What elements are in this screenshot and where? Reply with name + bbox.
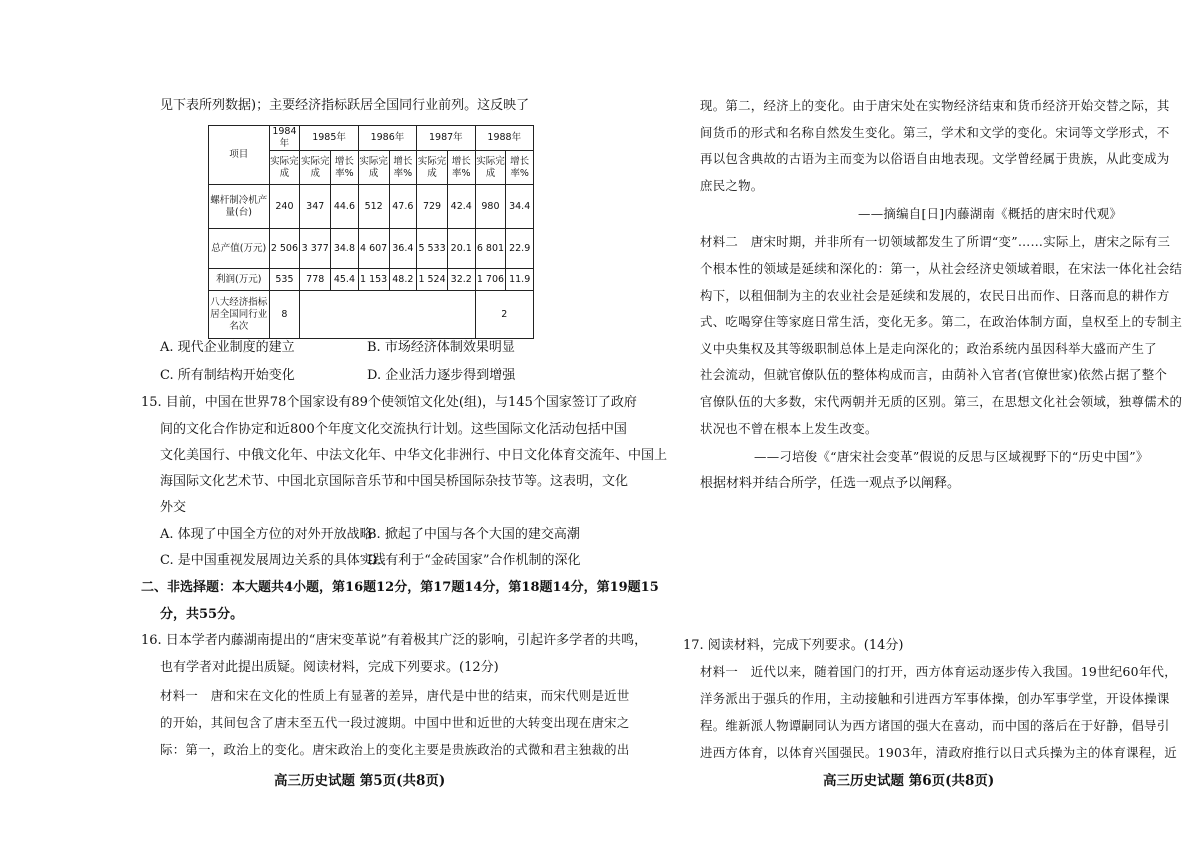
table-cell: 240: [269, 185, 300, 229]
table-row: [209, 185, 534, 229]
question-16: 16. 日本学者内藤湖南提出的“唐宋变革说”有着极其广泛的影响，引起许多学者的共鸣，: [141, 633, 648, 648]
material-text: 洋务派出于强兵的作用，主动接触和引进西方军事体操，创办军事学堂，开设体操课: [700, 691, 1170, 706]
table-cell: 2 506: [269, 229, 300, 269]
table-cell: 1 153: [358, 269, 389, 291]
option-d: D. 有利于“金砖国家”合作机制的深化: [367, 553, 581, 568]
option-c: C. 是中国重视发展周边关系的具体实践: [160, 553, 386, 568]
question-17: 17. 阅读材料，完成下列要求。(14分): [683, 638, 904, 653]
table-cell: 34.4: [506, 185, 534, 229]
material-text: 社会流动，但就官僚队伍的整体构成而言，由荫补入官者(官僚世家)依然占据了整个: [700, 367, 1168, 382]
sub-header: 实际完成: [358, 151, 389, 185]
table-cell: 5 533: [417, 229, 448, 269]
intro-line: 见下表所列数据)；主要经济指标跃居全国同行业前列。这反映了: [160, 98, 530, 113]
material-text: 际：第一，政治上的变化。唐宋政治上的变化主要是贵族政治的式微和君主独裁的出: [160, 742, 630, 757]
question-15: 15. 目前，中国在世界78个国家设有89个使领馆文化处(组)，与145个国家签订了政府: [141, 395, 637, 410]
sub-header: 实际完成: [300, 151, 331, 185]
question-16-ask: 根据材料并结合所学，任选一观点予以阐释。: [700, 476, 961, 491]
table-cell: 48.2: [389, 269, 417, 291]
citation: ——摘编自[日]内藤湖南《概括的唐宋时代观》: [858, 206, 1123, 221]
page-footer: 高三历史试题 第6页(共8页): [823, 773, 995, 789]
sub-header: 增长率%: [447, 151, 475, 185]
table-cell: 47.6: [389, 185, 417, 229]
enterprise-data-table: [208, 125, 534, 339]
material-text: 再以包含典故的古语为主而变为以俗语自由地表现。文学曾经属于贵族，从此变成为: [700, 151, 1170, 166]
table-cell: 2: [475, 291, 533, 339]
table-corner: 项目: [209, 126, 270, 185]
page-footer: 高三历史试题 第5页(共8页): [274, 773, 446, 789]
year-header: 1986年: [358, 126, 416, 151]
section-heading: 二、非选择题：本大题共4小题，第16题12分，第17题14分，第18题14分，第19题15: [141, 580, 659, 595]
year-header: 1987年: [417, 126, 475, 151]
row-label: 利润(万元): [209, 269, 270, 291]
table-cell: 20.1: [447, 229, 475, 269]
sub-header: 实际完成: [475, 151, 506, 185]
question-15: 间的文化合作协定和近800个年度文化交流执行计划。这些国际文化活动包括中国: [160, 422, 627, 437]
material-text: 义中央集权及其等级职制总体上是走向深化的；政治系统内虽因科举大盛而产生了: [700, 341, 1157, 356]
table-row: [209, 229, 534, 269]
section-heading: 分，共55分。: [160, 607, 244, 622]
sub-header: 增长率%: [389, 151, 417, 185]
material-text: 材料一 近代以来，随着国门的打开，西方体育运动逐步传入我国。19世纪60年代，: [700, 664, 1177, 679]
year-header: 1988年: [475, 126, 533, 151]
table-cell: 3 377: [300, 229, 331, 269]
row-label: 总产值(万元): [209, 229, 270, 269]
option-b: B. 市场经济体制效果明显: [367, 340, 515, 355]
citation: ——刁培俊《“唐宋社会变革”假说的反思与区域视野下的“历史中国”》: [754, 449, 1149, 464]
material-text: 官僚队伍的大多数，宋代两朝并无质的区别。第三，在思想文化社会领域，独尊儒术的: [700, 394, 1183, 409]
sub-header: 实际完成: [269, 151, 300, 185]
material-text: 材料一 唐和宋在文化的性质上有显著的差异，唐代是中世的结束，而宋代则是近世: [160, 688, 630, 703]
table-cell: 1 706: [475, 269, 506, 291]
material-text: 庶民之物。: [700, 178, 764, 193]
table-cell: 11.9: [506, 269, 534, 291]
material-text: 构下，以租佃制为主的农业社会是延续和发展的，农民日出而作、日落而息的耕作方: [700, 288, 1170, 303]
table-cell: 45.4: [331, 269, 359, 291]
table-cell: 32.2: [447, 269, 475, 291]
table-cell: 778: [300, 269, 331, 291]
table-cell-empty: [300, 291, 475, 339]
material-text: 的开始，其间包含了唐末至五代一段过渡期。中国中世和近世的大转变出现在唐宋之: [160, 715, 630, 730]
table-cell: 4 607: [358, 229, 389, 269]
table-row: [209, 269, 534, 291]
material-text: 状况也不曾在根本上发生改变。: [700, 421, 878, 436]
material-text: 程。维新派人物谭嗣同认为西方诸国的强大在喜动，而中国的落后在于好静，倡导引: [700, 718, 1170, 733]
table-cell: 1 524: [417, 269, 448, 291]
table-row: [209, 291, 534, 339]
material-text: 间货币的形式和名称自然发生变化。第三，学术和文学的变化。宋词等文学形式，不: [700, 125, 1170, 140]
table-cell: 729: [417, 185, 448, 229]
material-text: 进西方体育，以体育兴国强民。1903年，清政府推行以日式兵操为主的体育课程，近: [700, 745, 1177, 760]
option-b: B. 掀起了中国与各个大国的建交高潮: [367, 527, 580, 542]
material-text: 个根本性的领域是延续和深化的：第一，从社会经济史领域着眼，在宋法一体化社会结: [700, 261, 1183, 276]
year-header: 1985年: [300, 126, 358, 151]
table-cell: 22.9: [506, 229, 534, 269]
question-15: 外交: [160, 500, 187, 515]
table-cell: 535: [269, 269, 300, 291]
table-cell: 512: [358, 185, 389, 229]
table-cell: 44.6: [331, 185, 359, 229]
sub-header: 实际完成: [417, 151, 448, 185]
sub-header: 增长率%: [506, 151, 534, 185]
option-a: A. 现代企业制度的建立: [160, 340, 295, 355]
question-15: 海国际文化艺术节、中国北京国际音乐节和中国吴桥国际杂技节等。这表明，文化: [160, 474, 629, 489]
row-label: 八大经济指标居全国同行业名次: [209, 291, 270, 339]
table-cell: 8: [269, 291, 300, 339]
table-cell: 36.4: [389, 229, 417, 269]
material-text: 式、吃喝穿住等家庭日常生活，变化无多。第二，在政治体制方面，皇权至上的专制主: [700, 314, 1183, 329]
option-d: D. 企业活力逐步得到增强: [367, 368, 516, 383]
option-c: C. 所有制结构开始变化: [160, 368, 295, 383]
table-cell: 347: [300, 185, 331, 229]
material-text: 现。第二，经济上的变化。由于唐宋处在实物经济结束和货币经济开始交替之际，其: [700, 98, 1170, 113]
table-cell: 980: [475, 185, 506, 229]
question-16: 也有学者对此提出质疑。阅读材料，完成下列要求。(12分): [160, 660, 499, 675]
year-header: 1984年: [269, 126, 300, 151]
material-text: 材料二 唐宋时期，并非所有一切领域都发生了所谓“变”……实际上，唐宋之际有三: [700, 234, 1171, 249]
question-15: 文化美国行、中俄文化年、中法文化年、中华文化非洲行、中日文化体育交流年、中国上: [160, 448, 668, 463]
table-cell: 42.4: [447, 185, 475, 229]
option-a: A. 体现了中国全方位的对外开放战略: [160, 527, 373, 542]
table-cell: 34.8: [331, 229, 359, 269]
table-cell: 6 801: [475, 229, 506, 269]
row-label: 螺杆制冷机产量(台): [209, 185, 270, 229]
right-page: [600, 0, 1200, 849]
sub-header: 增长率%: [331, 151, 359, 185]
